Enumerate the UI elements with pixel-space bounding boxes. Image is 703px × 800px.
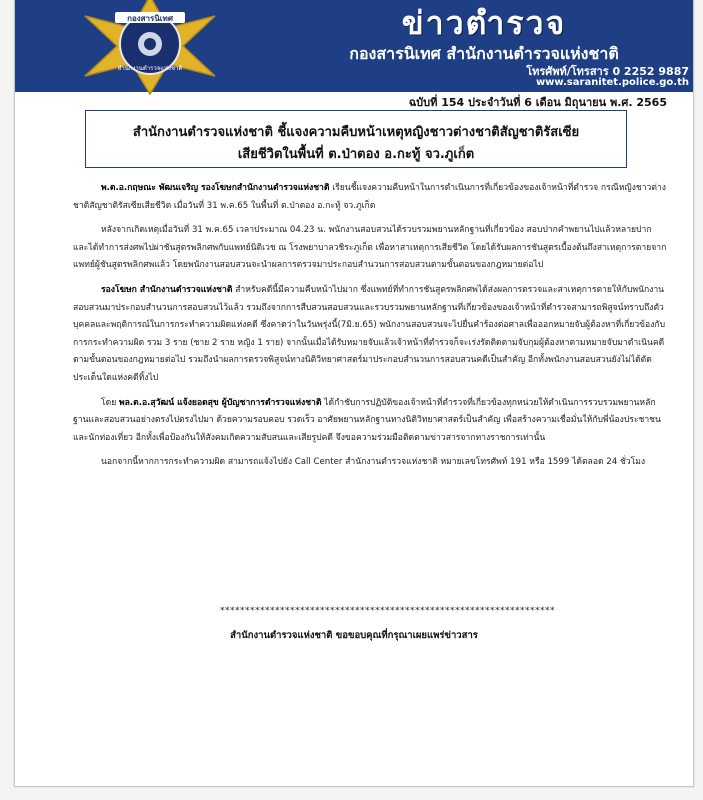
masthead-division: กองสารนิเทศ สำนักงานตำรวจแห่งชาติ <box>349 44 619 63</box>
paragraph-text: หลังจากเกิดเหตุเมื่อวันที่ 31 พ.ค.65 เวลาประมาณ 04.23 น. พนักงานสอบสวนได้รวบรวมพยานหลักฐานที่เกี่ยวข้อง สอบปากคำพยานไปแล้วหลายปาก และได้ทำการส่งศพไปผ่าชันสูตรพลิกศพกับแพทย์นิติเวช ณ โรงพยาบาลวชิระภูเก็ต เพื่อหาสาเหตุการเสียชีวิต โดยได้รับผลการชันสูตรเบื้องต้นถึงสาเหตุการตายจากแพทย์ผู้ชันสูตรพลิกศพแล้ว โดยพนักงานสอบสวนจะนำผลการตรวจมาประกอบสำนวนการสอบสวนตามขั้นตอนของกฎหมายต่อไป <box>73 225 667 271</box>
paragraph <box>73 180 667 215</box>
paragraph-text: เรียนชี้แจงความคืบหน้าในการดำเนินการที่เกี่ยวข้องของเจ้าหน้าที่ตำรวจ กรณีหญิงชาวต่างชาติสัญชาติรัสเซียเสียชีวิต เมื่อวันที่ 31 พ.ค.65 ในพื้นที่ ต.ป่าตอง อ.กะทู้ จว.ภูเก็ต <box>73 183 666 211</box>
press-release-page <box>14 0 694 787</box>
article-body <box>73 180 667 479</box>
issue-line: ฉบับที่ 154 ประจำวันที่ 6 เดือน มิถุนายน พ.ศ. 2565 <box>408 96 667 109</box>
paragraph <box>73 395 667 448</box>
masthead-website: www.saranitet.police.go.th <box>535 77 689 88</box>
paragraph-bold: พ.ต.อ.กฤษณะ พัฒนเจริญ รองโฆษกสำนักงานตำรวจแห่งชาติ <box>101 183 330 193</box>
paragraph-text: ได้กำชับการปฏิบัติของเจ้าหน้าที่ตำรวจที่เกี่ยวข้องทุกหน่วยให้ดำเนินการรวบรวมพยานหลักฐานและสอบสวนอย่างตรงไปตรงไปมา ด้วยความรอบคอบ รวดเร็ว อาศัยพยานหลักฐานทางนิติวิทยาศาสตร์เป็นสำคัญ เพื่อสร้างความเชื่อมั่นให้กับพี่น้องประชาชนและนักท่องเที่ยว อีกทั้งเพื่อป้องกันให้สังคมเกิดความสับสนและเสียรูปคดี จึงขอความร่วมมือติดตามข่าวสารจากทางราชการเท่านั้น <box>73 397 661 443</box>
paragraph-bold: รองโฆษก สำนักงานตำรวจแห่งชาติ <box>101 284 233 295</box>
headline-box <box>85 110 627 168</box>
separator-stars: ******************************************************************* <box>220 606 555 616</box>
header-banner <box>15 0 693 92</box>
headline-line-2: เสียชีวิตในพื้นที่ ต.ป่าตอง อ.กะทู้ จว.ภูเก็ต <box>237 147 475 162</box>
badge-bottom-text: สำนักงานตำรวจแห่งชาติ <box>117 65 183 72</box>
masthead-title: ข่าวตำรวจ <box>401 4 567 42</box>
paragraph <box>73 222 667 275</box>
paragraph <box>73 454 667 472</box>
paragraph-lead: โดย <box>101 397 119 408</box>
closing-line: สำนักงานตำรวจแห่งชาติ ขอขอบคุณที่กรุณาเผยแพร่ข่าวสาร <box>230 630 478 641</box>
badge-top-text: กองสารนิเทศ <box>127 14 173 23</box>
paragraph <box>73 282 667 388</box>
police-badge-logo <box>75 0 225 94</box>
paragraph-bold: พล.ต.อ.สุวัฒน์ แจ้งยอดสุข ผู้บัญชาการตำรวจแห่งชาติ <box>118 397 322 408</box>
paragraph-text: นอกจากนี้หากการกระทำความผิด สามารถแจ้งไปยัง Call Center สำนักงานตำรวจแห่งชาติ หมายเลขโทรศัพท์ 191 หรือ 1599 ได้ตลอด 24 ชั่วโมง <box>101 457 646 468</box>
paragraph-text: สำหรับคดีนี้มีความคืบหน้าไปมาก ซึ่งแพทย์ที่ทำการชันสูตรพลิกศพได้ส่งผลการตรวจและสาเหตุการตายให้กับพนักงานสอบสวนมาประกอบสำนวนการสอบสวนไว้แล้ว รวมถึงจากการสืบสวนสอบสวนและรวบรวมพยานหลักฐานที่เกี่ยวข้องของเจ้าหน้าที่ตำรวจสามารถพิสูจน์ทราบถึงตัวบุคคลและพฤติการณ์ในการกระทำความผิดแห่งคดี ซึ่งคาดว่าในวันพรุ่งนี้(7มิ.ย.65) พนักงานสอบสวนจะไปยื่นคำร้องต่อศาลเพื่อออกหมายจับผู้ต้องหาที่เกี่ยวข้องกับการกระทำความผิด รวม 3 ราย (ชาย 2 ราย หญิง 1 ราย) จากนั้นเมื่อได้รับหมายจับแล้วเจ้าหน้าที่ตำรวจก็จะเร่งรัดติดตามจับกุมผู้ต้องหาตามหมายจับมาดำเนินคดีตามขั้นตอนของกฎหมายต่อไป รวมถึงนำผลการตรวจพิสูจน์ทางนิติวิทยาศาสตร์มาประกอบสำนวนการสอบสวนคดีเป็นสำคัญ อีกทั้งพนักงานสอบสวนยังไม่ได้ตัดประเด็นใดแห่งคดีทิ้งไป <box>73 284 666 383</box>
headline-line-1: สำนักงานตำรวจแห่งชาติ ชี้แจงความคืบหน้าเหตุหญิงชาวต่างชาติสัญชาติรัสเซีย <box>132 125 580 140</box>
masthead-phone: โทรศัพท์/โทรสาร 0 2252 9887 <box>526 65 689 78</box>
masthead <box>279 0 689 92</box>
